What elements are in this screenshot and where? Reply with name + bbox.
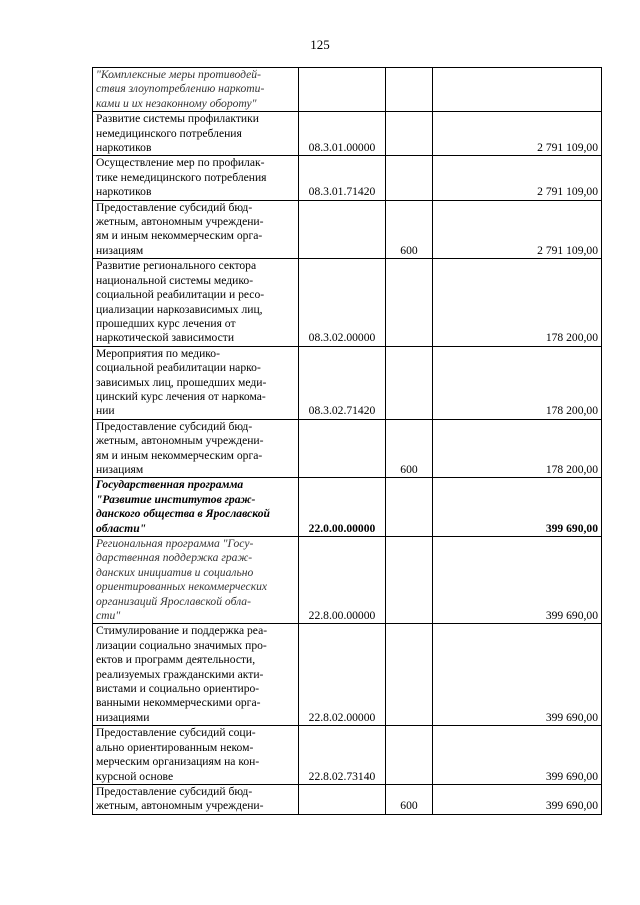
row-name-cell: Предоставление субсидий бюд- жетным, автономным учреждени-: [93, 784, 299, 814]
row-expense-type-cell: [386, 156, 433, 200]
row-expense-type-cell: [386, 478, 433, 537]
row-expense-type-cell: [386, 624, 433, 726]
row-amount-cell: 2 791 109,00: [433, 112, 602, 156]
row-expense-type-cell: [386, 112, 433, 156]
row-code-cell: 08.3.02.71420: [299, 346, 386, 419]
table-row: [93, 537, 602, 624]
row-code-cell: 22.8.00.00000: [299, 537, 386, 624]
table-row: [93, 346, 602, 419]
table-row: [93, 784, 602, 814]
table-row: [93, 726, 602, 785]
row-code-cell: [299, 68, 386, 112]
row-amount-cell: [433, 68, 602, 112]
row-code-cell: 22.0.00.00000: [299, 478, 386, 537]
table-row: [93, 624, 602, 726]
row-amount-cell: 178 200,00: [433, 259, 602, 346]
table-row: [93, 419, 602, 478]
row-amount-cell: 178 200,00: [433, 419, 602, 478]
row-expense-type-cell: [386, 537, 433, 624]
table-row: [93, 68, 602, 112]
row-name-cell: Предоставление субсидий бюд- жетным, автономным учреждени- ям и иным некоммерческим орга- низациям: [93, 200, 299, 259]
table-row: [93, 112, 602, 156]
row-expense-type-cell: [386, 259, 433, 346]
row-amount-cell: 399 690,00: [433, 478, 602, 537]
row-amount-cell: 2 791 109,00: [433, 200, 602, 259]
page-number: 125: [310, 37, 330, 52]
table-row: [93, 259, 602, 346]
table-row: [93, 156, 602, 200]
row-code-cell: [299, 419, 386, 478]
row-name-cell: Государственная программа "Развитие институтов граж- данского общества в Ярославской области": [93, 478, 299, 537]
row-name-cell: Региональная программа "Госу- дарственная поддержка граж- данских инициатив и социально ориентированных некоммерческих организаций Ярославской обла- сти": [93, 537, 299, 624]
row-amount-cell: 2 791 109,00: [433, 156, 602, 200]
row-expense-type-cell: [386, 68, 433, 112]
row-code-cell: 08.3.01.00000: [299, 112, 386, 156]
row-name-cell: "Комплексные меры противодей- ствия злоупотреблению наркоти- ками и их незаконному обороту": [93, 68, 299, 112]
table-row: [93, 200, 602, 259]
row-expense-type-cell: [386, 346, 433, 419]
row-name-cell: Предоставление субсидий соци- ально ориентированным неком- мерческим организациям на кон- курсной основе: [93, 726, 299, 785]
row-name-cell: Развитие регионального сектора национальной системы медико- социальной реабилитации и ресо- циализации наркозависимых лиц, прошедших курс лечения от наркотической зависимости: [93, 259, 299, 346]
row-code-cell: 22.8.02.73140: [299, 726, 386, 785]
row-code-cell: 08.3.02.00000: [299, 259, 386, 346]
budget-table-body: [93, 68, 602, 815]
row-name-cell: Осуществление мер по профилак- тике немедицинского потребления наркотиков: [93, 156, 299, 200]
row-code-cell: 22.8.02.00000: [299, 624, 386, 726]
row-name-cell: Развитие системы профилактики немедицинского потребления наркотиков: [93, 112, 299, 156]
row-amount-cell: 399 690,00: [433, 784, 602, 814]
row-amount-cell: 399 690,00: [433, 726, 602, 785]
row-name-cell: Предоставление субсидий бюд- жетным, автономным учреждени- ям и иным некоммерческим орга- низациям: [93, 419, 299, 478]
row-expense-type-cell: [386, 726, 433, 785]
row-code-cell: [299, 200, 386, 259]
row-name-cell: Стимулирование и поддержка реа- лизации социально значимых про- ектов и программ деятельности, реализуемых гражданскими акти- вистами и социально ориентиро- ванными некоммерческими орга- низациями: [93, 624, 299, 726]
row-expense-type-cell: 600: [386, 419, 433, 478]
row-amount-cell: 399 690,00: [433, 624, 602, 726]
row-name-cell: Мероприятия по медико- социальной реабилитации нарко- зависимых лиц, прошедших меди- цинский курс лечения от наркома- нии: [93, 346, 299, 419]
row-expense-type-cell: 600: [386, 784, 433, 814]
table-row: [93, 478, 602, 537]
row-code-cell: 08.3.01.71420: [299, 156, 386, 200]
row-amount-cell: 399 690,00: [433, 537, 602, 624]
row-amount-cell: 178 200,00: [433, 346, 602, 419]
row-expense-type-cell: 600: [386, 200, 433, 259]
budget-table: [92, 67, 602, 815]
row-code-cell: [299, 784, 386, 814]
